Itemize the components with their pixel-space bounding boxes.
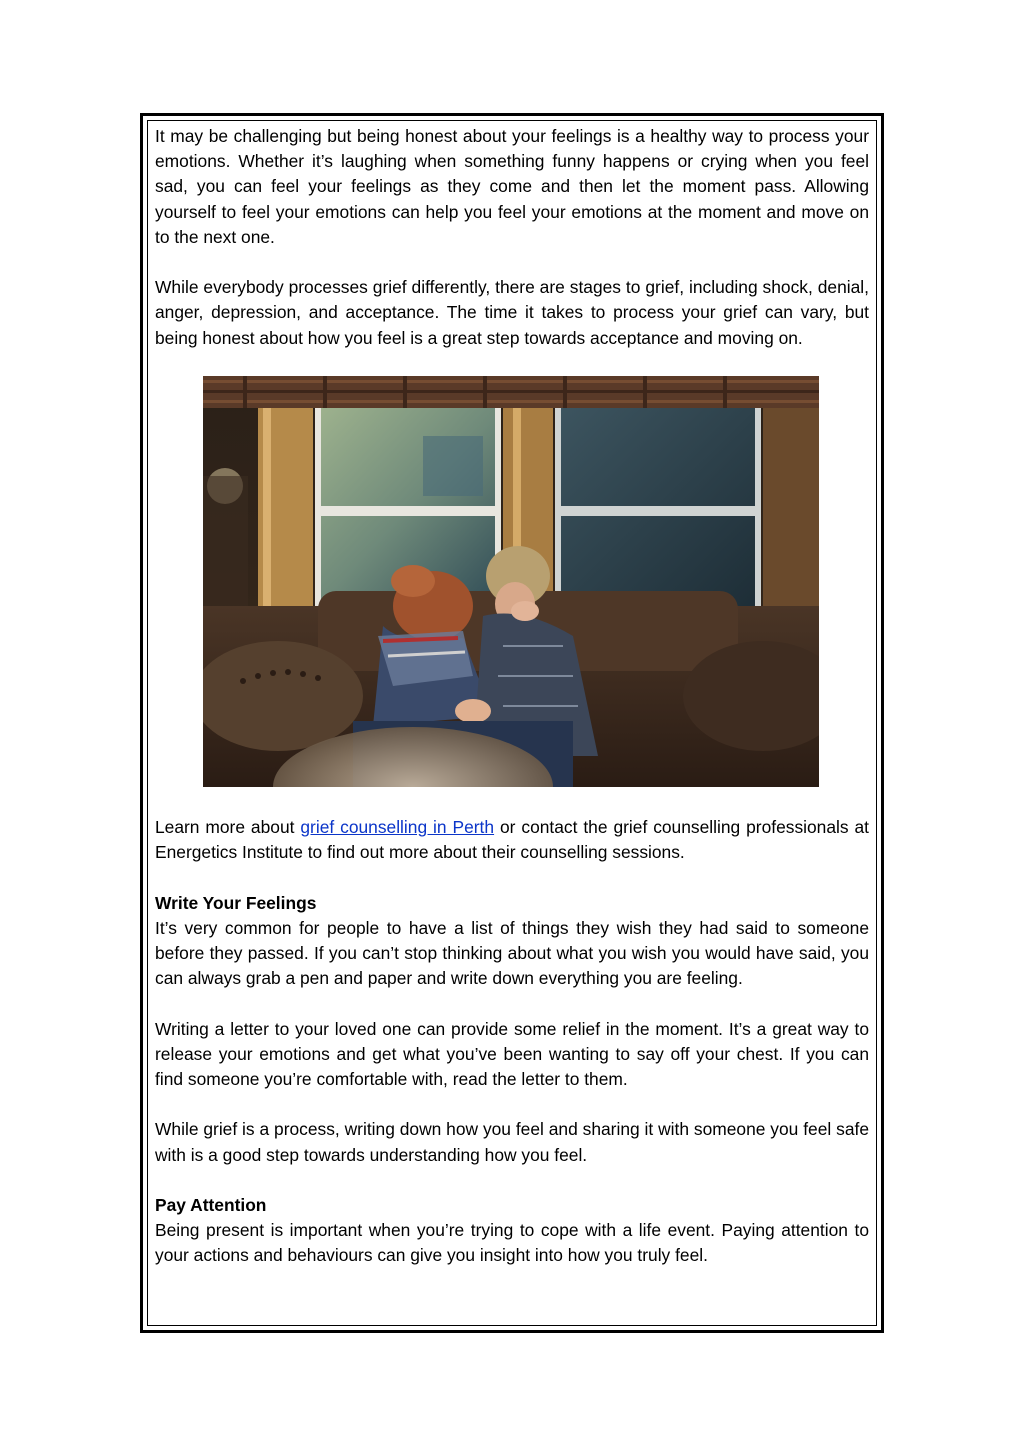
heading-write-your-feelings: Write Your Feelings: [155, 892, 317, 913]
attention-paragraph-1: Being present is important when you’re trying to cope with a life event. Paying attention to your actions and behaviours can give you insight into how you truly feel.: [155, 1220, 869, 1266]
write-paragraph-1: It’s very common for people to have a list of things they wish they had said to someone before they passed. If you can’t stop thinking about what you wish you would have said, you can always grab a pen and paper and write down everything you are feeling.: [155, 917, 869, 989]
write-paragraph-2: Writing a letter to your loved one can provide some relief in the moment. It’s a great way to release your emotions and get what you’ve been wanting to say off your chest. If you can find someone you’re comfortable with, read the letter to them.: [155, 1018, 869, 1089]
photo-two-women-grieving-on-sofa-icon: [203, 376, 819, 787]
write-paragraph-3: While grief is a process, writing down how you feel and sharing it with someone you feel safe with is a good step towards understanding how you feel.: [155, 1119, 869, 1165]
intro-paragraph-1: It may be challenging but being honest about your feelings is a healthy way to process your emotions. Whether it’s laughing when something funny happens or crying when you feel sad, you can feel your feelings as they come and then let the moment pass. Allowing yourself to feel your emotions can help you feel your emotions at the moment and move on to the next one.: [155, 126, 869, 247]
grief-counselling-link[interactable]: grief counselling in Perth: [300, 817, 495, 837]
learn-more-after: or contact the grief counselling professionals at Energetics Institute to find out more about their counselling sessions.: [155, 817, 870, 863]
document-body: [155, 124, 869, 1269]
grief-photo: [203, 376, 819, 787]
learn-more-paragraph: [155, 815, 869, 865]
learn-more-before: Learn more about: [155, 817, 301, 837]
intro-paragraph-2: While everybody processes grief differently, there are stages to grief, including shock, denial, anger, depression, and acceptance. The time it takes to process your grief can vary, but being honest about how you feel is a great step towards acceptance and moving on.: [155, 277, 869, 348]
heading-pay-attention: Pay Attention: [155, 1194, 267, 1215]
